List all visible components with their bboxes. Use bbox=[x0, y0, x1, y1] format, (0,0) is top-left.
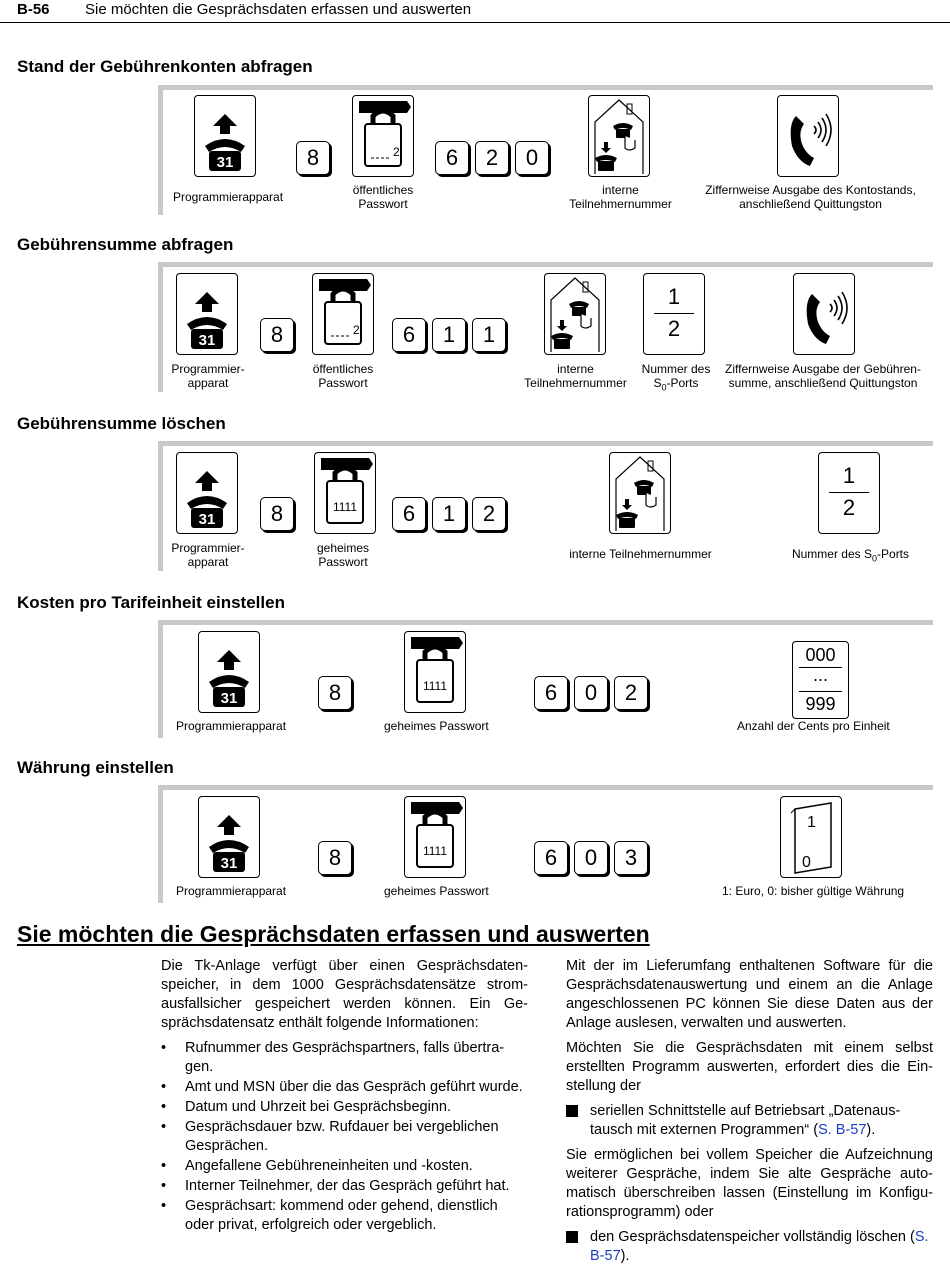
s0-port-number-icon bbox=[643, 273, 705, 355]
section-title-summe-loeschen: Gebührensumme löschen bbox=[17, 414, 226, 433]
key: 6 bbox=[392, 318, 426, 352]
key: 2 bbox=[614, 676, 648, 710]
caption: Programmierapparat bbox=[176, 719, 287, 733]
lock-label: 1111 bbox=[332, 500, 358, 514]
caption: Programmier- apparat bbox=[171, 541, 245, 569]
s0-port-number-icon bbox=[818, 452, 880, 534]
left-column bbox=[161, 957, 528, 1236]
header-rule bbox=[0, 22, 950, 23]
caption: Ziffernweise Ausgabe des Kontostands, anschließend Quittungston bbox=[705, 183, 916, 211]
caption: Nummer des $S_0$-Ports bbox=[791, 547, 910, 564]
internal-extension-house-icon bbox=[609, 452, 671, 534]
key: 1 bbox=[472, 318, 506, 352]
page-number: B-56 bbox=[17, 1, 50, 18]
key: 2 bbox=[475, 141, 509, 175]
caption: Anzahl der Cents pro Einheit bbox=[737, 719, 890, 733]
main-heading: Sie möchten die Gesprächsdaten erfassen und auswerten bbox=[17, 921, 650, 947]
caption: geheimes Passwort bbox=[384, 719, 489, 733]
caption: Programmier- apparat bbox=[171, 362, 245, 390]
intro-paragraph: Die Tk-Anlage verfügt über einen Gesprächsdaten-speicher, in dem 1000 Gesprächsdatensätze strom-ausfallsicher gespeichert werden können. Ein Ge-sprächsdatensatz enthält folgende Informationen: bbox=[161, 958, 528, 1031]
acknowledge-tone-handset-icon bbox=[777, 95, 839, 177]
section-title-konten: Stand der Gebührenkonten abfragen bbox=[17, 57, 313, 76]
list-item: den Gesprächsdatenspeicher vollständig löschen (S. B-57). bbox=[566, 1228, 933, 1266]
key: 8 bbox=[260, 497, 294, 531]
key: 0 bbox=[515, 141, 549, 175]
procedure-panel-summe-abfragen bbox=[158, 262, 933, 392]
caption: interne Teilnehmernummer bbox=[569, 183, 672, 211]
section-title-waehrung: Währung einstellen bbox=[17, 758, 174, 777]
lock-label: 2 bbox=[393, 145, 400, 159]
secret-password-lock-icon bbox=[314, 452, 376, 534]
caption: Ziffernweise Ausgabe der Gebühren- summe, anschließend Quittungston bbox=[725, 362, 921, 390]
programming-phone-icon bbox=[198, 631, 260, 713]
key: 1 bbox=[432, 497, 466, 531]
switch-off: 0 bbox=[802, 854, 811, 871]
caption: öffentliches Passwort bbox=[312, 362, 374, 390]
programming-phone-icon bbox=[176, 273, 238, 355]
key: 3 bbox=[614, 841, 648, 875]
list-item: seriellen Schnittstelle auf Betriebsart „Datenaus-tausch mit externen Programmen“ (S. B-57). bbox=[566, 1102, 933, 1140]
secret-password-lock-icon bbox=[404, 631, 466, 713]
caption: interne Teilnehmernummer bbox=[524, 362, 627, 390]
list-item: • Angefallene Gebühreneinheiten und -kosten. bbox=[161, 1158, 473, 1174]
key: 8 bbox=[296, 141, 330, 175]
key: 0 bbox=[574, 676, 608, 710]
internal-extension-house-icon bbox=[544, 273, 606, 355]
fraction-bottom: 2 bbox=[667, 316, 681, 341]
cents-max: 999 bbox=[805, 694, 836, 714]
list-item: • Rufnummer des Gesprächspartners, falls übertra-gen. bbox=[161, 1040, 505, 1075]
lock-label: 2 bbox=[353, 323, 360, 337]
page-link-b57[interactable]: S. B-57 bbox=[818, 1122, 867, 1138]
right-column bbox=[566, 957, 933, 1272]
caption: Programmierapparat bbox=[176, 884, 287, 898]
running-header: Sie möchten die Gesprächsdaten erfassen und auswerten bbox=[85, 1, 472, 18]
paragraph-overwrite: Sie ermöglichen bei vollem Speicher die Aufzeichnung weiterer Gespräche, indem Sie alte Gespräche auto-matisch überschreiben lassen (Einstellung im Konfigu-rationsprogramm) oder bbox=[566, 1147, 933, 1220]
cents-min: 000 bbox=[805, 645, 836, 665]
switch-on: 1 bbox=[807, 814, 816, 831]
cents-range-icon bbox=[792, 641, 849, 719]
programming-phone-icon bbox=[176, 452, 238, 534]
list-item: • Interner Teilnehmer, der das Gespräch geführt hat. bbox=[161, 1178, 510, 1194]
key: 8 bbox=[318, 841, 352, 875]
caption: geheimes Passwort bbox=[384, 884, 489, 898]
internal-extension-house-icon bbox=[588, 95, 650, 177]
list-item: • Amt und MSN über die das Gespräch geführt wurde. bbox=[161, 1079, 523, 1095]
procedure-panel-konten bbox=[158, 85, 933, 215]
caption: 1: Euro, 0: bisher gültige Währung bbox=[722, 884, 905, 898]
key: 8 bbox=[260, 318, 294, 352]
paragraph-own-program: Möchten Sie die Gesprächsdaten mit einem selbst erstellten Programm auswerten, erfordert dies die Ein-stellung der bbox=[566, 1040, 933, 1094]
fraction-top: 1 bbox=[842, 463, 856, 488]
public-password-lock-icon bbox=[352, 95, 414, 177]
fraction-bottom: 2 bbox=[842, 495, 856, 520]
fraction-top: 1 bbox=[667, 284, 681, 309]
cents-ellipsis: ... bbox=[812, 665, 828, 685]
procedure-panel-tarifeinheit bbox=[158, 620, 933, 738]
section-title-tarifeinheit: Kosten pro Tarifeinheit einstellen bbox=[17, 593, 285, 612]
section-title-summe-abfragen: Gebührensumme abfragen bbox=[17, 235, 234, 254]
key: 6 bbox=[392, 497, 426, 531]
lock-label: 1111 bbox=[422, 679, 448, 693]
key: 6 bbox=[534, 841, 568, 875]
key: 2 bbox=[472, 497, 506, 531]
caption: geheimes Passwort bbox=[316, 541, 370, 569]
secret-password-lock-icon bbox=[404, 796, 466, 878]
key: 1 bbox=[432, 318, 466, 352]
caption: Programmierapparat bbox=[173, 190, 284, 204]
caption: Nummer des $S_0$-Ports bbox=[641, 362, 711, 393]
procedure-panel-waehrung bbox=[158, 785, 933, 903]
key: 6 bbox=[534, 676, 568, 710]
programming-phone-icon bbox=[194, 95, 256, 177]
caption: interne Teilnehmernummer bbox=[569, 547, 712, 561]
list-item: • Gesprächsdauer bzw. Rufdauer bei vergeblichen Gesprächen. bbox=[161, 1119, 499, 1154]
list-item: • Gesprächsart: kommend oder gehend, dienstlich oder privat, erfolgreich oder vergeblich. bbox=[161, 1198, 498, 1233]
programming-phone-icon bbox=[198, 796, 260, 878]
public-password-lock-icon bbox=[312, 273, 374, 355]
lock-label: 1111 bbox=[422, 844, 448, 858]
caption: öffentliches Passwort bbox=[352, 183, 414, 211]
toggle-switch-icon bbox=[780, 796, 842, 878]
page-link-b57[interactable]: S. B-57 bbox=[590, 1229, 929, 1264]
acknowledge-tone-handset-icon bbox=[793, 273, 855, 355]
key: 0 bbox=[574, 841, 608, 875]
procedure-panel-summe-loeschen bbox=[158, 441, 933, 571]
key: 6 bbox=[435, 141, 469, 175]
list-item: • Datum und Uhrzeit bei Gesprächsbeginn. bbox=[161, 1099, 451, 1115]
key: 8 bbox=[318, 676, 352, 710]
paragraph-software: Mit der im Lieferumfang enthaltenen Software für die Gesprächsdatenauswertung und einem an die Anlage angeschlossenen PC können Sie diese Daten aus der Anlage auslesen, verwalten und auswerten. bbox=[566, 958, 933, 1031]
